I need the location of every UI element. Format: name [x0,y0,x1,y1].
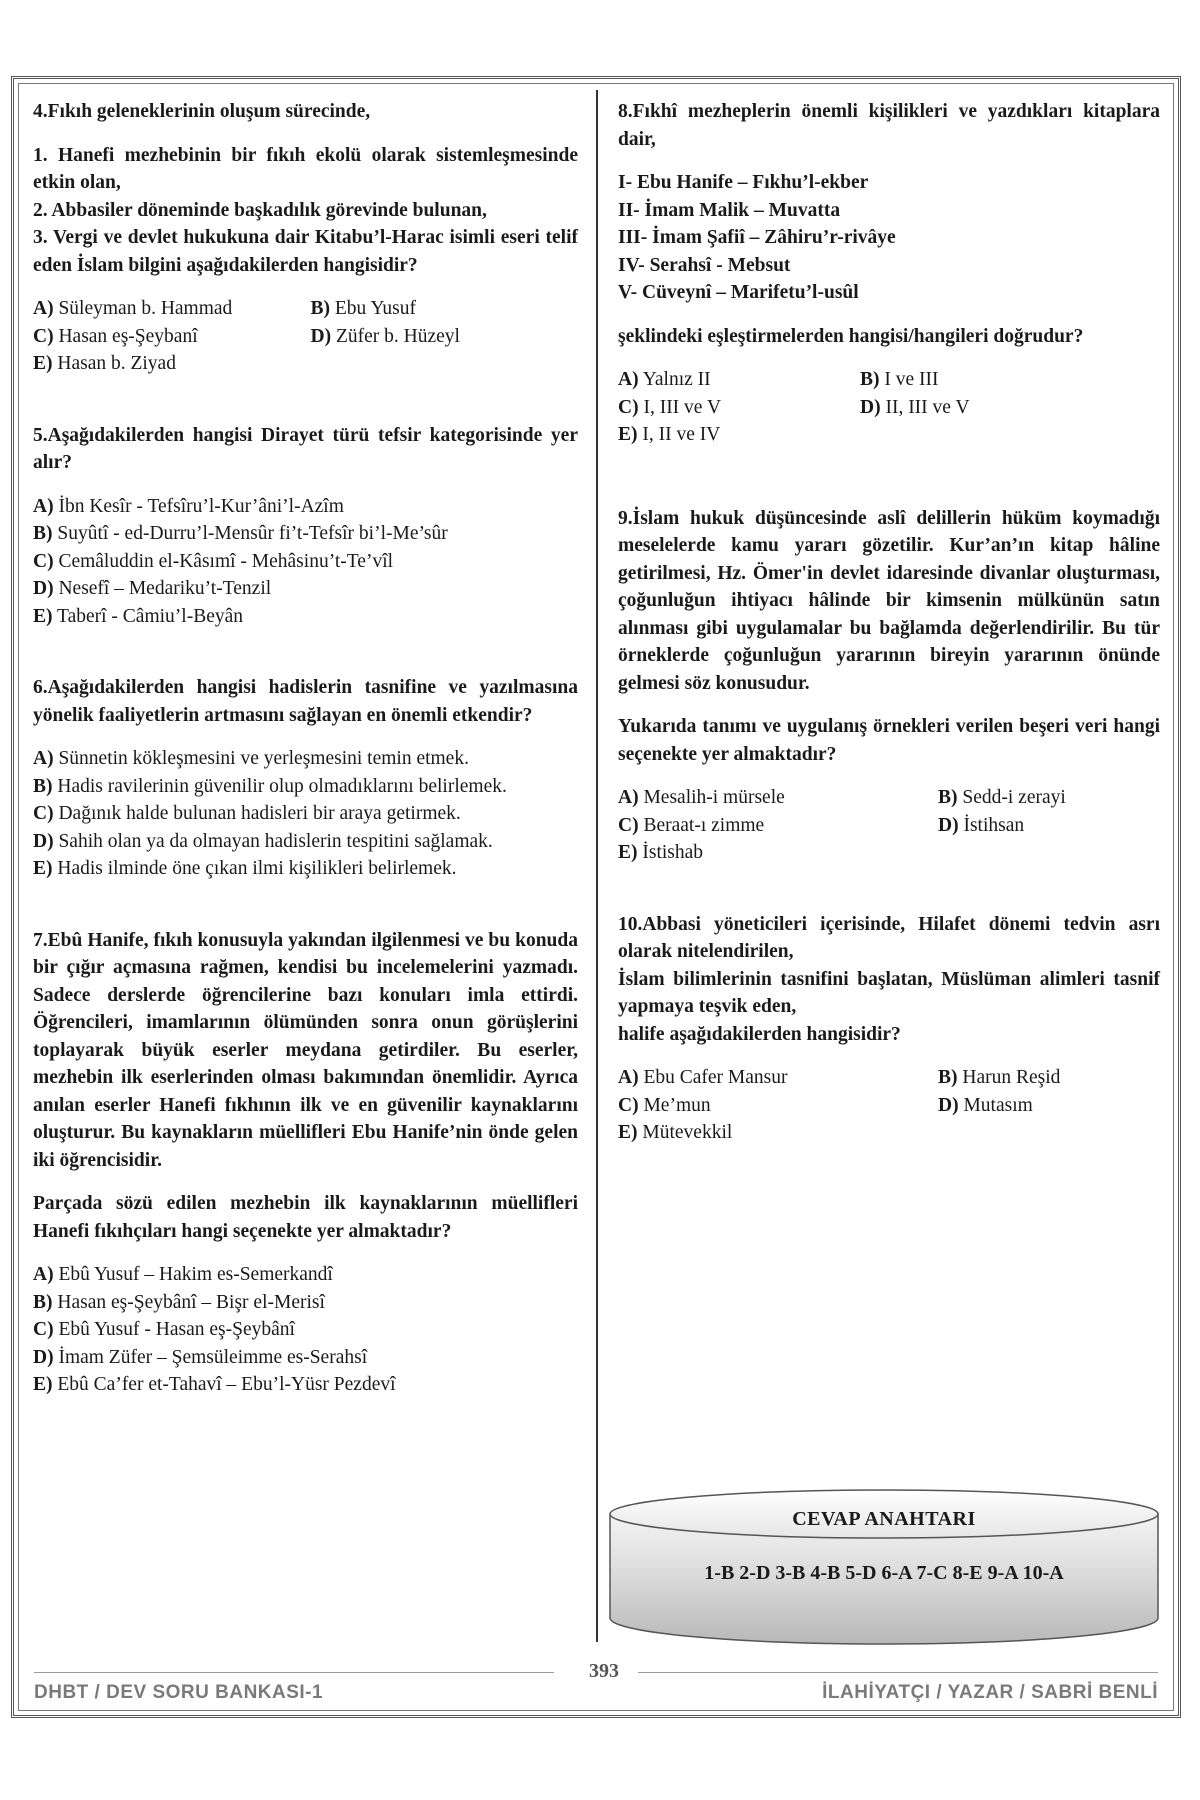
page-number: 393 [589,1660,619,1682]
option-b[interactable]: B) Harun Reşid [938,1067,1061,1088]
option-a[interactable]: A) Süleyman b. Hammad [33,298,233,319]
answer-key-values: 1-B 2-D 3-B 4-B 5-D 6-A 7-C 8-E 9-A 10-A [704,1562,1064,1584]
question-9 [618,505,1160,867]
question-4 [33,98,578,378]
question-10 [618,911,1160,1147]
option-c[interactable]: C) Ebû Yusuf - Hasan eş-Şeybânî [33,1319,295,1340]
question-text: 7.Ebû Hanife, fıkıh konusuyla yakından ilgilenmesi ve bu konuda bir çığır açmasına rağmen, kendisi bu incelemelerini yazmadı. Sadece derslerde öğrencilerine bazı konuları imla ettirdi. Öğrencileri, imamlarının ölümünden sonra onun görüşlerini toplayarak büyük eserler meydana getirdiler. Bu eserler, mezhebin ilk eserlerinden olması bakımından önemlidir. Ayrıca anılan eserler Hanefi fıkhının ilk ve en güvenilir kaynaklarını oluşturur. Bu kaynakların müellifleri Ebu Hanife’nin önde gelen iki öğrencisidir. [33,929,578,1171]
question-8 [618,98,1160,449]
question-text: şeklindeki eşleştirmelerden hangisi/hangileri doğrudur? [618,325,1084,347]
option-d[interactable]: D) İstihsan [938,814,1025,836]
left-column [33,98,578,1399]
option-e[interactable]: E) Hasan b. Ziyad [33,353,176,374]
option-d[interactable]: D) Züfer b. Hüzeyl [310,325,460,347]
option-c[interactable]: C) I, III ve V [618,396,722,418]
option-d[interactable]: D) İmam Züfer – Şemsüleimme es-Serahsî [33,1346,368,1368]
option-b[interactable]: B) Sedd-i zerayi [938,787,1066,808]
option-a[interactable]: A) İbn Kesîr - Tefsîru’l-Kur’âni’l-Azîm [33,495,344,517]
option-e[interactable]: E) Mütevekkil [618,1122,733,1143]
question-7 [33,927,578,1399]
option-a[interactable]: A) Ebû Yusuf – Hakim es-Semerkandî [33,1264,333,1285]
answer-key [606,1488,1162,1648]
option-d[interactable]: D) Sahih olan ya da olmayan hadislerin tespitini sağlamak. [33,830,493,852]
option-e[interactable]: E) İstishab [618,842,704,863]
statement-3: III- İmam Şafiî – Zâhiru’r-rivâye [618,227,896,248]
question-text: 3. Vergi ve devlet hukukuna dair Kitabu’l-Harac isimli eseri telif eden İslam bilgini aşağıdakilerden hangisidir? [33,227,578,276]
option-c[interactable]: C) Dağınık halde bulunan hadisleri bir araya getirmek. [33,803,461,824]
statement-4: IV- Serahsî - Mebsut [618,254,791,276]
option-b[interactable]: B) I ve III [860,369,939,390]
question-text: 5.Aşağıdakilerden hangisi Dirayet türü tefsir kategorisinde yer alır? [33,424,578,473]
question-5 [33,422,578,631]
question-text: Parçada sözü edilen mezhebin ilk kaynaklarının müellifleri Hanefi fıkıhçıları hangi seçenekte yer almaktadır? [33,1193,578,1242]
question-text: İslam bilimlerinin tasnifini başlatan, Müslüman alimleri tasnif yapmaya teşvik eden, [618,968,1160,1017]
option-a[interactable]: A) Ebu Cafer Mansur [618,1067,788,1088]
statement-1: I- Ebu Hanife – Fıkhu’l-ekber [618,172,869,193]
option-b[interactable]: B) Hadis ravilerinin güvenilir olup olmadıklarını belirlemek. [33,775,507,797]
statement-5: V- Cüveynî – Marifetu’l-usûl [618,282,859,303]
column-divider [596,90,598,1642]
option-a[interactable]: A) Sünnetin kökleşmesini ve yerleşmesini temin etmek. [33,748,469,769]
option-c[interactable]: C) Beraat-ı zimme [618,814,765,836]
option-e[interactable]: E) Ebû Ca’fer et-Tahavî – Ebu’l-Yüsr Pezdevî [33,1374,396,1395]
option-c[interactable]: C) Me’mun [618,1094,711,1116]
question-text: 1. Hanefi mezhebinin bir fıkıh ekolü olarak sistemleşmesinde etkin olan, [33,144,578,193]
option-e[interactable]: E) Taberî - Câmiu’l-Beyân [33,605,244,627]
option-a[interactable]: A) Yalnız II [618,369,711,390]
option-e[interactable]: E) Hadis ilminde öne çıkan ilmi kişilikleri belirlemek. [33,858,457,879]
footer-book-title: DHBT / DEV SORU BANKASI-1 [34,1682,324,1703]
footer-author: İLAHİYATÇI / YAZAR / SABRİ BENLİ [822,1682,1158,1703]
question-6 [33,674,578,883]
option-a[interactable]: A) Mesalih-i mürsele [618,787,785,808]
question-text: 2. Abbasiler döneminde başkadılık görevinde bulunan, [33,199,487,221]
question-text: 6.Aşağıdakilerden hangisi hadislerin tasnifine ve yazılmasına yönelik faaliyetlerin artmasını sağlayan en önemli etkendir? [33,677,578,726]
right-column [618,98,1160,1147]
option-d[interactable]: D) Mutasım [938,1094,1033,1116]
page-footer [14,1660,1178,1710]
option-c[interactable]: C) Cemâluddin el-Kâsımî - Mehâsinu’t-Te’vîl [33,550,394,572]
question-text: 10.Abbasi yöneticileri içerisinde, Hilafet dönemi tedvin asrı olarak nitelendirilen, [618,913,1160,962]
option-d[interactable]: D) II, III ve V [860,396,970,418]
option-b[interactable]: B) Ebu Yusuf [310,298,416,319]
option-b[interactable]: B) Hasan eş-Şeybânî – Bişr el-Merisî [33,1291,325,1313]
option-c[interactable]: C) Hasan eş-Şeybanî [33,325,198,347]
option-d[interactable]: D) Nesefî – Medariku’t-Tenzil [33,578,272,599]
statement-2: II- İmam Malik – Muvatta [618,199,841,221]
question-text: 9.İslam hukuk düşüncesinde aslî delillerin hüküm koymadığı meselelerde kamu yararı gözetilir. Kur’an’ın kitap hâline getirilmesi, Hz. Ömer'in devlet idaresinde divanlar oluşturması, çoğunluğun ihtiyacı hâlinde bir kimsenin mülkünün satın alınması gibi uygulamalar bu bağlamda değerlendirilir. Bu tür örneklerde çoğunluğun yararının bireyin yararının önünde gelmesi söz konusudur. [618,507,1160,694]
option-b[interactable]: B) Suyûtî - ed-Durru’l-Mensûr fi’t-Tefsîr bi’l-Me’sûr [33,523,448,544]
question-text: halife aşağıdakilerden hangisidir? [618,1023,901,1045]
option-e[interactable]: E) I, II ve IV [618,424,721,445]
question-text: Yukarıda tanımı ve uygulanış örnekleri verilen beşeri veri hangi seçenekte yer almaktadır? [618,716,1160,765]
question-text: 8.Fıkhî mezheplerin önemli kişilikleri ve yazdıkları kitaplara dair, [618,101,1160,150]
question-text: 4.Fıkıh geleneklerinin oluşum sürecinde, [33,101,371,122]
answer-key-title: CEVAP ANAHTARI [792,1508,976,1530]
